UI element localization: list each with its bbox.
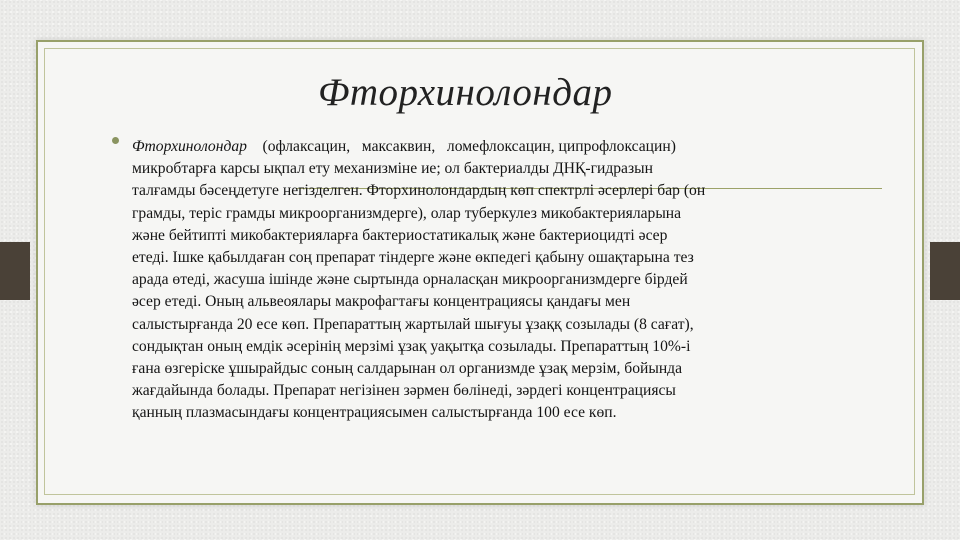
left-decor-bar <box>0 242 30 300</box>
body-line: микробтарға карсы ықпал ету механизміне ие; ол бактериалды ДНҚ-гидразын <box>132 160 653 178</box>
body-line: салыстырғанда 20 есе көп. Препараттың жартылай шығуы ұзаққ созылады (8 сағат), <box>132 315 694 333</box>
bullet-term: Фторхинолондар <box>132 138 247 155</box>
body-line: және бейтипті микобактерияларға бактериостатикалық және бактериоцидті әсер <box>132 226 668 244</box>
slide-body-text <box>132 136 844 425</box>
body-line: арада өтеді, жасуша ішінде және сыртында орналасқан микроорганизмдерге бірдей <box>132 271 688 289</box>
body-line <box>132 136 844 158</box>
body-line: грамды, теріс грамды микроорганизмдерге), олар туберкулез микобактерияларына <box>132 204 682 222</box>
body-line: әсер етеді. Оның альвеоялары макрофагтағы концентрациясы қандағы мен <box>132 293 631 311</box>
bullet-term-rest: (офлаксацин, максаквин, ломефлоксацин, ципрофлоксацин) <box>246 138 676 155</box>
bullet-dot-icon <box>112 137 119 144</box>
body-line: сондықтан оның емдік әсерінің мерзімі ұзақ уақытқа созылады. Препараттың 10%-і <box>132 337 691 355</box>
slide-title: Фторхинолондар <box>318 71 613 114</box>
body-line: талғамды бәсеңдетуге негізделген. Фторхинолондардың көп спектрлі әсерлері бар (он <box>132 182 706 200</box>
right-decor-bar <box>930 242 960 300</box>
body-line: ғана өзгеріске ұшырайдыс соның салдарынан ол организмде ұзақ мерзім, бойында <box>132 360 683 378</box>
body-line: қанның плазмасындағы концентрациясымен салыстырғанда 100 есе көп. <box>132 404 617 422</box>
body-line: жағдайында болады. Препарат негізінен зәрмен бөлінеді, зәрдегі концентрациясы <box>132 382 676 400</box>
body-line: етеді. Ішке қабылдаған соң препарат тіндерге және өкпедегі қабыну ошақтарына тез <box>132 249 694 267</box>
